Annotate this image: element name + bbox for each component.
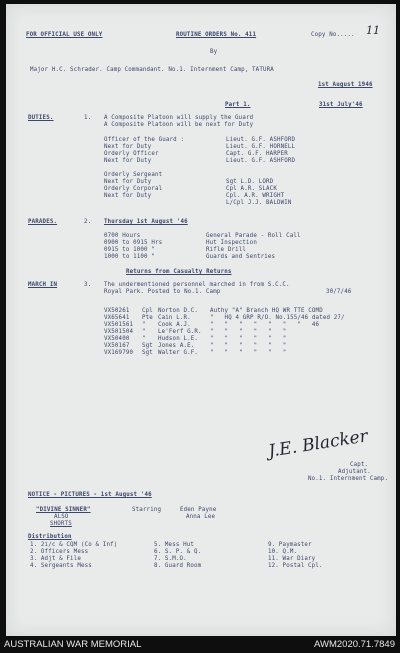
roster-name: L/Cpl J.J. BALDWIN <box>226 200 292 206</box>
schedule-time: 1000 to 1100 " <box>104 254 155 260</box>
personnel-detail: " " " " " " <box>210 329 287 335</box>
classification-label: FOR OFFICIAL USE ONLY <box>26 32 103 38</box>
personnel-no: VX50261 <box>104 308 130 314</box>
roster-name: Cpl. A.R. WRIGHT <box>226 193 285 199</box>
personnel-detail: " " " " " " <box>210 336 287 342</box>
film-title: "DIVINE SINNER" <box>36 507 91 513</box>
personnel-rank: " <box>142 336 146 342</box>
personnel-detail: " " " " " " <box>210 343 287 349</box>
roster-role: Orderly Corporal <box>104 186 163 192</box>
roster-name: Capt. G.F. HARPER <box>226 151 288 157</box>
roster-role: Next for Duty <box>104 179 152 185</box>
parades-day: Thursday 1st August '46 <box>104 219 188 225</box>
star-name: Eden Payne <box>180 507 217 513</box>
part-date: 31st July'46 <box>319 102 363 108</box>
roster-name: Lieut. G.F. HORNELL <box>226 144 296 150</box>
schedule-time: 0900 to 0915 Hrs <box>104 240 163 246</box>
personnel-detail: Authy "A" Branch HQ WR TTE COMD <box>210 308 323 314</box>
roster-role: Next for Duty <box>104 158 152 164</box>
roster-role: Next for Duty <box>104 193 152 199</box>
part-label: Part 1. <box>225 102 251 108</box>
roster-name: Cpl A.R. SLACK <box>226 186 277 192</box>
roster-role: Orderly Sergeant <box>104 172 163 178</box>
duties-number: 1. <box>84 115 92 121</box>
march-in-subheading: Returns from Casualty Returns <box>126 269 232 275</box>
parades-heading: PARADES. <box>28 219 58 225</box>
signatory-appointment: Adjutant. <box>338 469 371 475</box>
order-title: ROUTINE ORDERS No. 411 <box>176 32 257 38</box>
roster-name: Lieut. G.F. ASHFORD <box>226 158 296 164</box>
personnel-no: VX501561 <box>104 322 134 328</box>
order-date: 1st August 1946 <box>318 82 373 88</box>
distribution-item: 10. Q.M. <box>268 549 298 555</box>
archive-reference: AWM2020.71.7849 <box>314 639 395 650</box>
copy-number-label: Copy No..... <box>311 32 355 38</box>
schedule-item: Hut Inspection <box>206 240 257 246</box>
march-in-heading: MARCH IN <box>28 282 58 288</box>
distribution-item: 12. Postal Cpl. <box>268 563 323 569</box>
personnel-rank: Sgt <box>142 350 153 356</box>
roster-role: Next for Duty <box>104 144 152 150</box>
distribution-item: 7. S.M.O. <box>154 556 187 562</box>
star-name: Anna Lee <box>186 514 216 520</box>
personnel-rank: Cpl <box>142 308 153 314</box>
distribution-item: 6. S. P. & Q. <box>154 549 202 555</box>
also-label: ALSO <box>54 514 69 520</box>
personnel-no: VX501504 <box>104 329 134 335</box>
schedule-item: Rifle Drill <box>206 247 247 253</box>
duties-line-2: A Composite Platoon will be next for Duty <box>104 122 254 128</box>
distribution-item: 11. War Diary <box>268 556 316 562</box>
distribution-item: 4. Sergeants Mess <box>30 563 92 569</box>
distribution-item: 8. Guard Room <box>154 563 202 569</box>
schedule-time: 0915 to 1000 " <box>104 247 155 253</box>
personnel-detail: " HQ 4 GRP R/O. No.155/46 dated 27/ <box>210 315 345 321</box>
personnel-name: Cain L.R. <box>158 315 191 321</box>
march-in-number: 3. <box>84 282 92 288</box>
shorts-label: SHORTS <box>50 521 72 527</box>
duties-heading: DUTIES. <box>28 115 54 121</box>
distribution-item: 3. Adjt & File <box>30 556 81 562</box>
personnel-name: Le'Ferf G.R. <box>158 329 202 335</box>
personnel-rank: " <box>142 322 146 328</box>
distribution-heading: Distribution <box>28 534 72 540</box>
issuer-line: Major H.C. Schrader. Camp Commandant. No.1. Internment Camp, TATURA <box>30 67 274 73</box>
schedule-time: 0700 Hours <box>104 233 141 239</box>
personnel-name: Jones A.E. <box>158 343 195 349</box>
roster-role: Officer of the Guard : <box>104 137 185 143</box>
copy-number-handwritten: 11 <box>366 24 380 37</box>
distribution-item: 9. Paymaster <box>268 542 312 548</box>
duties-line-1: A Composite Platoon will supply the Guard <box>104 115 254 121</box>
by-label: By <box>210 49 218 55</box>
roster-name: Lieut. G.F. ASHFORD <box>226 137 296 143</box>
personnel-name: Cook A.J. <box>158 322 191 328</box>
archive-name: AUSTRALIAN WAR MEMORIAL <box>4 639 142 650</box>
roster-role: Orderly Officer <box>104 151 159 157</box>
handwritten-signature: J.E. Blacker <box>267 426 370 462</box>
personnel-no: VX65641 <box>104 315 130 321</box>
personnel-no: VX169790 <box>104 350 134 356</box>
march-in-text-1: The undermentioned personnel marched in from S.C.C. <box>104 282 290 288</box>
personnel-rank: " <box>142 329 146 335</box>
personnel-rank: Sgt <box>142 343 153 349</box>
schedule-item: General Parade - Roll Call <box>206 233 301 239</box>
schedule-item: Guards and Sentries <box>206 254 276 260</box>
signatory-rank: Capt. <box>350 462 369 468</box>
personnel-rank: Pte <box>142 315 153 321</box>
archive-footer-bar <box>0 636 400 653</box>
personnel-detail: " " " " " " " 46 <box>210 322 320 328</box>
personnel-name: Hudson L.E. <box>158 336 199 342</box>
document-page <box>6 4 396 636</box>
personnel-detail: " " " " " " <box>210 350 287 356</box>
distribution-item: 5. Mess Hut <box>154 542 195 548</box>
personnel-name: Norton D.C. <box>158 308 199 314</box>
distribution-item: 2. Officers Mess <box>30 549 89 555</box>
parades-number: 2. <box>84 219 92 225</box>
roster-name: Sgt L.D. LORD <box>226 179 274 185</box>
march-in-date: 30/7/46 <box>326 289 352 295</box>
personnel-no: VX50167 <box>104 343 130 349</box>
notice-heading: NOTICE - PICTURES - 1st August '46 <box>28 492 152 498</box>
personnel-name: Walter G.F. <box>158 350 199 356</box>
personnel-no: VX50400 <box>104 336 130 342</box>
signatory-unit: No.1. Internment Camp. <box>308 476 389 482</box>
starring-label: Starring <box>132 507 162 513</box>
distribution-item: 1. 2i/c & CQM (Co & Inf) <box>30 542 118 548</box>
march-in-text-2: Royal Park. Posted to No.1. Camp <box>104 289 221 295</box>
